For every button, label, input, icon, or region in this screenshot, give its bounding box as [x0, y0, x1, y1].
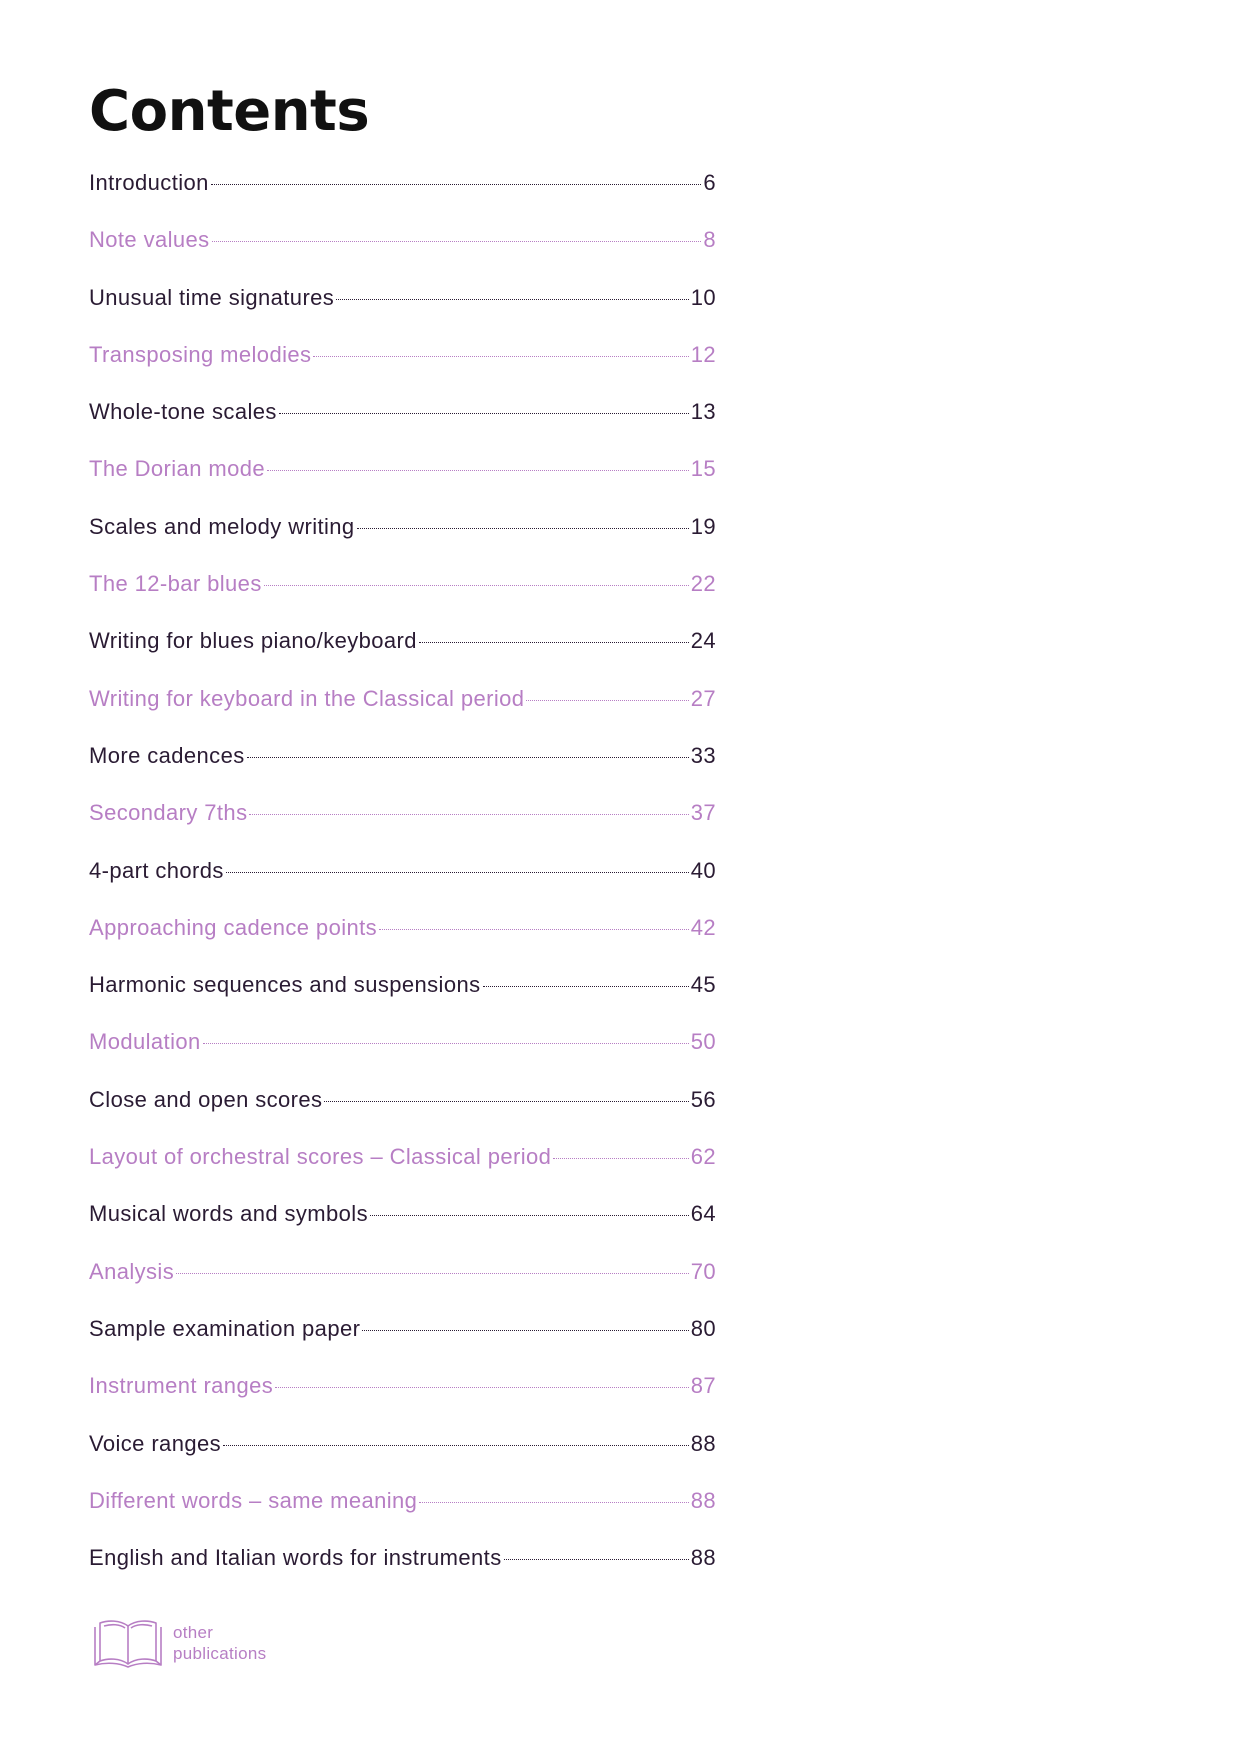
toc-entry-title: English and Italian words for instruments: [89, 1545, 502, 1571]
dot-leader: [483, 986, 689, 987]
dot-leader: [370, 1215, 689, 1216]
toc-entry-title: Writing for keyboard in the Classical period: [89, 685, 525, 711]
toc-entry[interactable]: [89, 683, 716, 740]
toc-entry-title: Approaching cadence points: [89, 914, 378, 940]
toc-entry[interactable]: [89, 1256, 716, 1313]
toc-entry[interactable]: [89, 1198, 716, 1255]
toc-entry-page-number: 40: [690, 857, 716, 883]
dot-leader: [419, 1502, 688, 1503]
dot-leader: [324, 1101, 688, 1102]
dot-leader: [279, 413, 689, 414]
toc-entry[interactable]: [89, 339, 716, 396]
toc-entry-page-number: 15: [690, 456, 716, 482]
toc-entry-page-number: 80: [690, 1315, 716, 1341]
toc-entry-title: More cadences: [89, 742, 245, 768]
toc-entry-title: Close and open scores: [89, 1086, 323, 1112]
toc-entry[interactable]: [89, 1313, 716, 1370]
dot-leader: [264, 585, 689, 586]
toc-entry-page-number: 88: [690, 1487, 716, 1513]
toc-entry[interactable]: [89, 1026, 716, 1083]
toc-entry-title: Different words – same meaning: [89, 1487, 418, 1513]
toc-entry[interactable]: [89, 224, 716, 281]
toc-entry[interactable]: [89, 855, 716, 912]
dot-leader: [504, 1559, 689, 1560]
toc-entry-page-number: 22: [690, 571, 716, 597]
footer-label-line2: publications: [173, 1644, 267, 1663]
toc-entry-page-number: 87: [690, 1373, 716, 1399]
page-title: Contents: [89, 79, 370, 144]
toc-entry-page-number: 10: [690, 284, 716, 310]
dot-leader: [267, 470, 689, 471]
toc-entry-title: Scales and melody writing: [89, 513, 355, 539]
toc-entry-title: Secondary 7ths: [89, 800, 248, 826]
toc-entry-page-number: 6: [703, 170, 716, 195]
dot-leader: [211, 184, 702, 185]
table-of-contents: [89, 167, 716, 1599]
toc-entry-title: Sample examination paper: [89, 1315, 361, 1341]
toc-entry[interactable]: [89, 282, 716, 339]
toc-entry-page-number: 88: [690, 1430, 716, 1456]
toc-entry[interactable]: [89, 740, 716, 797]
toc-entry-title: Transposing melodies: [89, 341, 312, 367]
dot-leader: [249, 814, 688, 815]
dot-leader: [336, 299, 689, 300]
toc-entry[interactable]: [89, 1485, 716, 1542]
toc-entry[interactable]: [89, 797, 716, 854]
toc-entry-title: Musical words and symbols: [89, 1201, 368, 1227]
toc-entry[interactable]: [89, 167, 716, 224]
toc-entry-page-number: 12: [690, 341, 716, 367]
dot-leader: [176, 1273, 689, 1274]
toc-entry-title: Introduction: [89, 170, 209, 195]
dot-leader: [226, 872, 689, 873]
dot-leader: [203, 1043, 689, 1044]
toc-entry-page-number: 8: [703, 227, 716, 253]
toc-entry-title: Note values: [89, 227, 210, 253]
toc-entry-page-number: 24: [690, 628, 716, 654]
toc-entry-page-number: 27: [690, 685, 716, 711]
toc-entry-page-number: 56: [690, 1086, 716, 1112]
toc-entry-page-number: 33: [690, 742, 716, 768]
toc-entry[interactable]: [89, 969, 716, 1026]
dot-leader: [553, 1158, 688, 1159]
toc-entry-page-number: 64: [690, 1201, 716, 1227]
toc-entry-title: The 12-bar blues: [89, 571, 262, 597]
toc-entry-page-number: 50: [690, 1029, 716, 1055]
toc-entry-title: Unusual time signatures: [89, 284, 335, 310]
toc-entry-title: The Dorian mode: [89, 456, 265, 482]
footer-label: [173, 1622, 266, 1664]
toc-entry[interactable]: [89, 568, 716, 625]
toc-entry-page-number: 13: [690, 399, 716, 425]
toc-entry[interactable]: [89, 396, 716, 453]
toc-entry-page-number: 19: [690, 513, 716, 539]
toc-entry[interactable]: [89, 511, 716, 568]
dot-leader: [379, 929, 689, 930]
toc-entry-title: Whole-tone scales: [89, 399, 277, 425]
toc-entry[interactable]: [89, 912, 716, 969]
toc-entry-page-number: 62: [690, 1144, 716, 1170]
toc-entry[interactable]: [89, 1370, 716, 1427]
toc-entry-page-number: 70: [690, 1258, 716, 1284]
toc-entry-title: Voice ranges: [89, 1430, 221, 1456]
dot-leader: [223, 1445, 689, 1446]
dot-leader: [419, 642, 689, 643]
footer-label-line1: other: [173, 1623, 214, 1642]
dot-leader: [212, 241, 702, 242]
dot-leader: [275, 1387, 689, 1388]
toc-entry-page-number: 45: [690, 972, 716, 998]
toc-entry-title: Layout of orchestral scores – Classical period: [89, 1144, 552, 1170]
toc-entry-page-number: 42: [690, 914, 716, 940]
book-icon: [93, 1617, 163, 1669]
toc-entry-title: Harmonic sequences and suspensions: [89, 972, 481, 998]
toc-entry-title: Writing for blues piano/keyboard: [89, 628, 417, 654]
other-publications-link[interactable]: [93, 1617, 266, 1669]
toc-entry-title: Instrument ranges: [89, 1373, 274, 1399]
dot-leader: [362, 1330, 688, 1331]
toc-entry[interactable]: [89, 625, 716, 682]
toc-entry[interactable]: [89, 453, 716, 510]
dot-leader: [526, 700, 688, 701]
toc-entry-page-number: 88: [690, 1545, 716, 1571]
toc-entry[interactable]: [89, 1141, 716, 1198]
toc-entry[interactable]: [89, 1428, 716, 1485]
dot-leader: [247, 757, 689, 758]
toc-entry-page-number: 37: [690, 800, 716, 826]
toc-entry-title: 4-part chords: [89, 857, 224, 883]
toc-entry[interactable]: [89, 1084, 716, 1141]
toc-entry-title: Analysis: [89, 1258, 175, 1284]
dot-leader: [313, 356, 688, 357]
toc-entry-title: Modulation: [89, 1029, 201, 1055]
toc-entry[interactable]: [89, 1542, 716, 1599]
dot-leader: [357, 528, 689, 529]
